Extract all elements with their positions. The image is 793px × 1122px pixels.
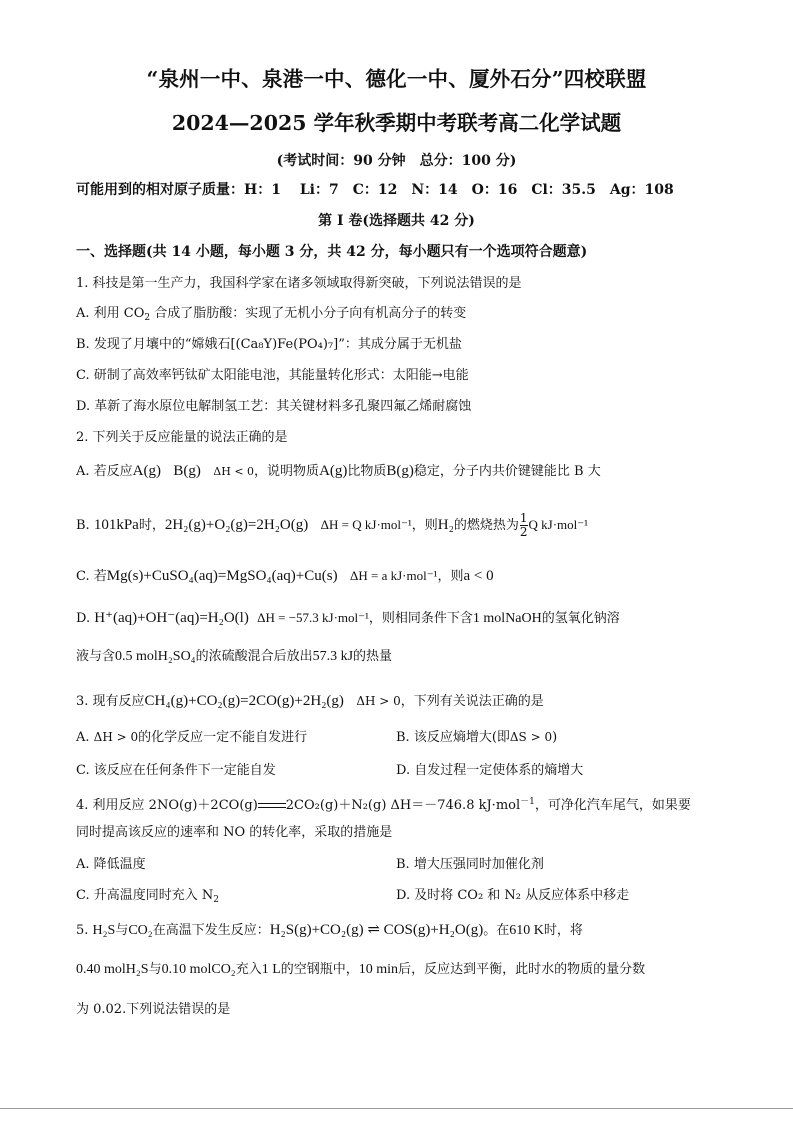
q4-option-a: A. 降低温度: [76, 857, 146, 872]
section-title: 一、选择题(共 14 小题，每小题 3 分，共 42 分，每小题只有一个选项符合题意): [76, 244, 588, 260]
q5-l2-text-3: 的空钢瓶中，: [280, 962, 359, 977]
q3-options-row1: [76, 728, 723, 747]
q2-b-equation: 2H₂(g)+O₂(g)=2H₂O(g): [164, 517, 309, 533]
q3-b-text: B. 该反应熵增大(即: [396, 730, 510, 745]
q2-b-text: 时，: [138, 518, 165, 533]
q5-volume: 1 L: [261, 962, 281, 977]
q3-option-c: C. 该反应在任何条件下一定能自发: [76, 763, 276, 778]
q2-a-text: ，说明物质: [254, 464, 320, 479]
q5-amount-h2s: 0.40 molH₂S: [76, 962, 149, 977]
q5-label: 5.: [76, 923, 89, 938]
q4-sup: －1: [520, 797, 535, 807]
q5-equation: H₂S(g)+CO₂(g) ⇌ COS(g)+H₂O(g): [269, 922, 484, 938]
q2-c-text: ，则: [437, 569, 464, 584]
q4-option-b: B. 增大压强同时加催化剂: [396, 857, 544, 872]
q4-c-sub: 2: [213, 895, 219, 905]
q2-d-text-2: 的氢氧化钠溶: [541, 611, 620, 626]
equilibrium-arrow-icon: [258, 801, 286, 811]
q2-option-b: [76, 512, 723, 539]
q3-option-b: [396, 728, 557, 747]
q3-b-condition: ΔS > 0: [509, 730, 553, 744]
q5-l2-text-2: 充入: [235, 962, 262, 977]
q2-d-equation: H⁺(aq)+OH⁻(aq)=H₂O(l): [94, 610, 249, 626]
q2-c-condition: a < 0: [463, 568, 494, 584]
q3-equation: CH₄(g)+CO₂(g)=2CO(g)+2H₂(g): [144, 693, 344, 709]
q2-d-cont-text-3: 的热量: [353, 649, 393, 664]
exam-title-schools: “泉州一中、泉港一中、德化一中、厦外石分”四校联盟: [146, 67, 647, 91]
q2-d-text: ，则相同条件下含: [368, 611, 473, 626]
q3-option-a: [76, 730, 307, 745]
q2-a-text-3: 稳定，分子内共价键键能比 B 大: [413, 464, 601, 479]
q1-a-text: A. 利用 CO: [76, 306, 145, 321]
q2-option-d: [76, 609, 723, 628]
q2-a-dh: ΔH < 0: [213, 465, 255, 478]
q2-b-h2: H₂: [437, 517, 454, 533]
q5-amount-co2: 0.10 molCO₂: [161, 962, 236, 977]
q2-b-text-2: ，则: [411, 518, 438, 533]
q2-b-value: Q kJ·mol⁻¹: [528, 517, 589, 532]
q2-b-label: B.: [76, 518, 90, 533]
q1-option-a: [76, 305, 723, 327]
q3-stem: [76, 692, 723, 711]
q3-options-row2: [76, 762, 723, 780]
q2-option-d-cont: [76, 648, 723, 666]
q5-stem: [76, 921, 723, 940]
q2-a-eq-left: A(g): [132, 463, 161, 479]
q5-h2s: H₂S: [92, 923, 116, 938]
q1-stem: 1. 科技是第一生产力，我国科学家在诸多领域取得新突破，下列说法错误的是: [76, 276, 522, 291]
q2-stem: 2. 下列关于反应能量的说法正确的是: [76, 430, 288, 445]
exam-info: (考试时间：90 分钟 总分：100 分): [276, 153, 517, 169]
q2-d-cont-heat: 57.3 kJ: [312, 649, 354, 664]
q5-text-4: 时，将: [543, 923, 583, 938]
q2-b-dh: ΔH = Q kJ·mol⁻¹: [320, 517, 412, 532]
q2-c-equation: Mg(s)+CuSO₄(aq)=MgSO₄(aq)+Cu(s): [106, 568, 338, 584]
q4-c-text: C. 升高温度同时充入 N: [76, 888, 214, 903]
q5-l2-text-4: 后，反应达到平衡，此时水的物质的量分数: [398, 962, 646, 977]
exam-title-subject: 2024—2025 学年秋季期中考联考高二化学试题: [171, 111, 622, 135]
q5-stem-end: 为 0.02.下列说法错误的是: [76, 1002, 231, 1017]
atomic-masses: 可能用到的相对原子质量：H：1 Li：7 C：12 N：14 O：16 Cl：35.5 Ag：108: [76, 182, 674, 198]
q2-b-text-3: 的燃烧热为: [453, 518, 519, 533]
q4-equation-right: 2CO₂(g)＋N₂(g) ΔH＝－746.8 kJ·mol: [285, 798, 521, 813]
part-title: 第 I 卷(选择题共 42 分): [318, 213, 475, 229]
q1-option-d: D. 革新了海水原位电解制氢工艺：其关键材料多孔聚四氟乙烯耐腐蚀: [76, 399, 472, 414]
q2-a-label: A. 若反应: [76, 464, 133, 479]
q1-a-sub: 2: [144, 313, 151, 323]
q5-co2: CO₂: [128, 923, 153, 938]
q2-a-species-1: A(g): [319, 463, 348, 479]
page-bottom-rule: [0, 1108, 793, 1109]
q3-stem-text-2: ，下列有关说法正确的是: [400, 694, 544, 709]
q2-b-condition: 101kPa: [93, 517, 139, 533]
q2-option-a: [76, 462, 723, 481]
q2-d-label: D.: [76, 611, 91, 626]
q5-text-2: 在高温下发生反应：: [152, 923, 270, 938]
q1-option-b: B. 发现了月壤中的“嫦娥石[(Ca₈Y)Fe(PO₄)₇]”：其成分属于无机盐: [76, 337, 462, 352]
q3-a-label: A.: [76, 730, 90, 745]
q2-a-text-2: 比物质: [347, 464, 387, 479]
q2-b-fraction: [520, 512, 528, 539]
q4-option-c: [76, 888, 219, 903]
q3-dh: ΔH > 0: [356, 694, 401, 708]
q5-l2-text: 与: [148, 962, 162, 977]
q2-d-cont-text: 液与含: [76, 649, 116, 664]
q3-option-d: D. 自发过程一定使体系的熵增大: [396, 763, 584, 778]
q5-text: 与: [115, 923, 129, 938]
q2-option-c: [76, 567, 723, 586]
q4-options-row1: [76, 856, 723, 874]
q4-stem-text-2: ，可净化汽车尾气，如果要: [534, 798, 691, 813]
q2-a-species-2: B(g): [386, 463, 414, 479]
q3-a-condition: ΔH > 0: [93, 730, 139, 744]
q4-options-row2: [76, 887, 723, 909]
q3-stem-text: 3. 现有反应: [76, 694, 145, 709]
q2-c-dh: ΔH = a kJ·mol⁻¹: [349, 568, 438, 583]
q5-temperature: 610 K: [509, 923, 544, 938]
q5-stem-cont: [76, 961, 723, 979]
q4-stem: [76, 793, 723, 815]
q3-a-text: 的化学反应一定不能自发进行: [138, 730, 308, 745]
q2-d-cont-amount: 0.5 molH₂SO₄: [115, 649, 196, 664]
q2-d-cont-text-2: 的浓硫酸混合后放出: [195, 649, 313, 664]
q2-c-label: C. 若: [76, 569, 107, 584]
q2-d-amount: 1 molNaOH: [472, 611, 542, 626]
q4-option-d: D. 及时将 CO₂ 和 N₂ 从反应体系中移走: [396, 888, 630, 903]
q2-b-frac-num: 1: [519, 511, 528, 525]
q1-a-text-2: 合成了脂肪酸：实现了无机小分子向有机高分子的转变: [150, 306, 467, 321]
q5-text-3: 。在: [483, 923, 510, 938]
q2-d-dh: ΔH = −57.3 kJ·mol⁻¹: [257, 610, 369, 625]
q3-b-text-2: ): [552, 730, 558, 745]
q5-time: 10 min: [358, 962, 399, 977]
q4-stem-text: 4. 利用反应 2NO(g)＋2CO(g): [76, 798, 258, 813]
q2-a-eq-right: B(g): [173, 463, 201, 479]
q1-option-c: C. 研制了高效率钙钛矿太阳能电池，其能量转化形式：太阳能→电能: [76, 368, 469, 383]
q2-b-frac-den: 2: [519, 525, 528, 539]
q4-stem-cont: 同时提高该反应的速率和 NO 的转化率，采取的措施是: [76, 825, 393, 840]
